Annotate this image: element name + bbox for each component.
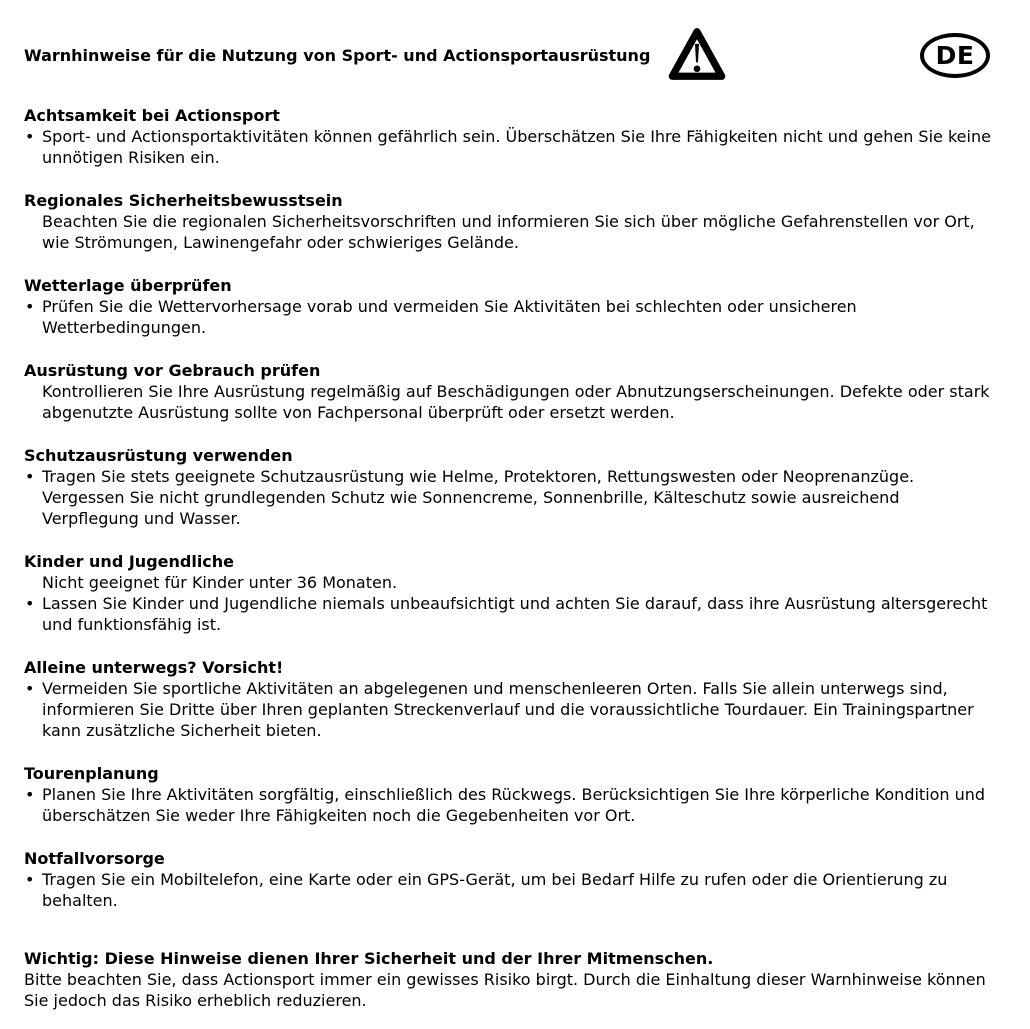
bullet-icon: • — [25, 297, 35, 316]
bullet-icon: • — [25, 870, 35, 889]
language-badge-label: DE — [935, 40, 975, 70]
section-achtsamkeit — [24, 105, 998, 168]
footer-emphasis-line: Wichtig: Diese Hinweise dienen Ihrer Sicherheit und der Ihrer Mitmenschen. — [24, 949, 714, 968]
list-item — [24, 869, 998, 911]
bullet-icon: • — [25, 785, 35, 804]
list-item-text: Beachten Sie die regionalen Sicherheitsvorschriften und informieren Sie sich über mögliche Gefahrenstellen vor Ort, wie Strömungen, Lawinengefahr oder schwieriges Gelände. — [42, 212, 975, 252]
list-item — [24, 211, 998, 253]
section-heading: Kinder und Jugendliche — [24, 552, 235, 571]
section-kinder-jugendliche — [24, 551, 998, 635]
page-title: Warnhinweise für die Nutzung von Sport- und Actionsportausrüstung — [24, 45, 651, 65]
section-regionales-sicherheitsbewusstsein — [24, 190, 998, 253]
section-heading: Wetterlage überprüfen — [24, 276, 232, 295]
list-item-text: Planen Sie Ihre Aktivitäten sorgfältig, einschließlich des Rückwegs. Berücksichtigen Sie Ihre körperliche Kondition und überschätzen Sie weder Ihre Fähigkeiten noch die Gegebenheiten vor Ort. — [42, 785, 986, 825]
list-item-text: Kontrollieren Sie Ihre Ausrüstung regelmäßig auf Beschädigungen oder Abnutzungserscheinungen. Defekte oder stark abgenutzte Ausrüstung sollte von Fachpersonal überprüft oder ersetzt werden. — [42, 382, 990, 422]
list-item — [24, 381, 998, 423]
bullet-icon: • — [25, 679, 35, 698]
section-heading: Schutzausrüstung verwenden — [24, 446, 293, 465]
list-item — [24, 572, 998, 593]
section-heading: Tourenplanung — [24, 764, 159, 783]
list-item-text: Sport- und Actionsportaktivitäten können gefährlich sein. Überschätzen Sie Ihre Fähigkeiten nicht und gehen Sie keine unnötigen Risiken ein. — [42, 127, 991, 167]
section-notfallvorsorge — [24, 848, 998, 911]
section-wetterlage — [24, 275, 998, 338]
section-schutzausruestung — [24, 445, 998, 529]
list-item-text: Nicht geeignet für Kinder unter 36 Monaten. — [42, 573, 398, 592]
list-item-text: Tragen Sie stets geeignete Schutzausrüstung wie Helme, Protektoren, Rettungswesten oder Neoprenanzüge. Vergessen Sie nicht grundlegenden Schutz wie Sonnencreme, Sonnenbrille, Kälteschutz sowie ausreichend Verpflegung und Wasser. — [42, 467, 915, 528]
section-heading: Ausrüstung vor Gebrauch prüfen — [24, 361, 321, 380]
list-item-text: Lassen Sie Kinder und Jugendliche niemals unbeaufsichtigt und achten Sie darauf, dass ihre Ausrüstung altersgerecht und funktionsfähig ist. — [42, 594, 988, 634]
list-item-text: Prüfen Sie die Wettervorhersage vorab und vermeiden Sie Aktivitäten bei schlechten oder unsicheren Wetterbedingungen. — [42, 297, 857, 337]
section-alleine-unterwegs — [24, 657, 998, 741]
footer-body-text: Bitte beachten Sie, dass Actionsport immer ein gewisses Risiko birgt. Durch die Einhaltung dieser Warnhinweise können Sie jedoch das Risiko erheblich reduzieren. — [24, 970, 986, 1010]
list-item — [24, 126, 998, 168]
section-heading: Regionales Sicherheitsbewusstsein — [24, 191, 343, 210]
footer-note — [24, 948, 998, 1011]
list-item — [24, 678, 998, 741]
section-tourenplanung — [24, 763, 998, 826]
bullet-icon: • — [25, 127, 35, 146]
section-ausruestung-pruefen — [24, 360, 998, 423]
list-item-text: Tragen Sie ein Mobiltelefon, eine Karte oder ein GPS-Gerät, um bei Bedarf Hilfe zu rufen oder die Orientierung zu behalten. — [42, 870, 948, 910]
bullet-icon: • — [25, 467, 35, 486]
section-heading: Achtsamkeit bei Actionsport — [24, 106, 280, 125]
list-item — [24, 784, 998, 826]
warning-triangle-icon — [666, 25, 728, 85]
list-item — [24, 466, 998, 529]
list-item — [24, 296, 998, 338]
list-item — [24, 593, 998, 635]
section-heading: Alleine unterwegs? Vorsicht! — [24, 658, 284, 677]
section-heading: Notfallvorsorge — [24, 849, 165, 868]
bullet-icon: • — [25, 594, 35, 613]
list-item-text: Vermeiden Sie sportliche Aktivitäten an abgelegenen und menschenleeren Orten. Falls Sie allein unterwegs sind, informieren Sie Dritte über Ihren geplanten Streckenverlauf und die voraussichtliche Tourdauer. Ein Trainingspartner kann zusätzliche Sicherheit bieten. — [42, 679, 974, 740]
document-body — [0, 87, 1030, 1011]
document-header — [0, 0, 1030, 87]
language-badge — [920, 33, 990, 78]
